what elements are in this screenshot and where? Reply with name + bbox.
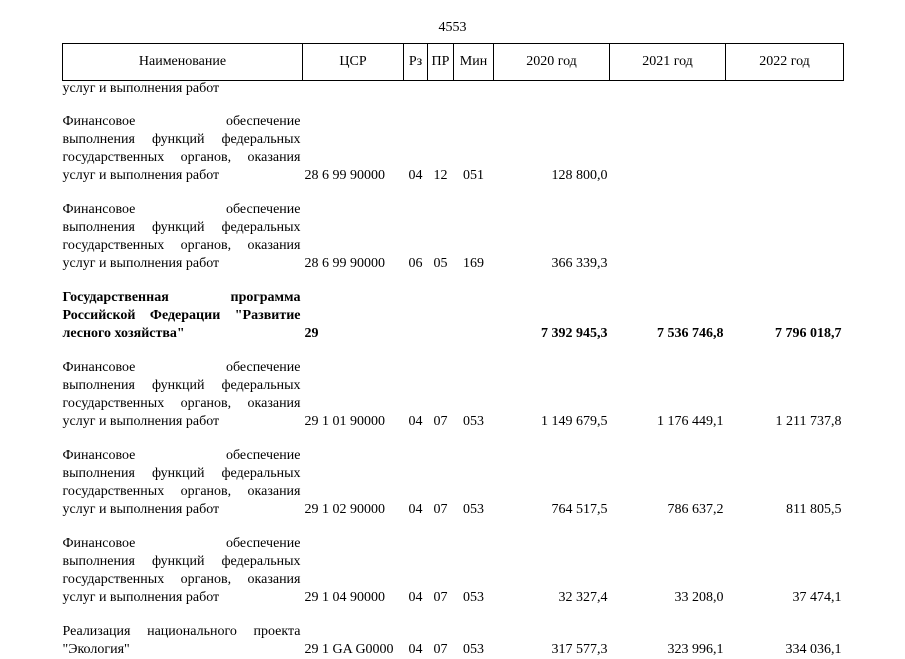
row-min: 053 xyxy=(454,359,494,431)
row-2022: 37 474,1 xyxy=(726,535,844,607)
table-row xyxy=(63,359,844,431)
row-name xyxy=(63,447,303,519)
row-name-line: Финансовое обеспечение xyxy=(63,359,301,377)
header-min: Мин xyxy=(454,44,494,81)
row-name-line: государственных органов, оказания xyxy=(63,571,301,589)
row-name-line: услуг и выполнения работ xyxy=(63,589,301,607)
row-csr: 28 6 99 90000 xyxy=(303,201,404,273)
row-spacer xyxy=(63,607,844,623)
row-name xyxy=(63,623,303,659)
row-2022: 1 211 737,8 xyxy=(726,359,844,431)
row-name-line: Реализация национального проекта xyxy=(63,623,301,641)
row-pr: 05 xyxy=(428,201,454,273)
row-name-line: выполнения функций федеральных xyxy=(63,553,301,571)
row-2022: 811 805,5 xyxy=(726,447,844,519)
row-pr xyxy=(428,289,454,343)
row-2020: 1 149 679,5 xyxy=(494,359,610,431)
row-rz: 04 xyxy=(404,535,428,607)
row-csr: 29 1 04 90000 xyxy=(303,535,404,607)
row-min: 053 xyxy=(454,447,494,519)
row-2021: 33 208,0 xyxy=(610,535,726,607)
table-row xyxy=(63,623,844,659)
row-2021 xyxy=(610,201,726,273)
row-spacer xyxy=(63,431,844,447)
table-row xyxy=(63,535,844,607)
continuation-text: услуг и выполнения работ xyxy=(63,81,303,98)
row-name-line: услуг и выполнения работ xyxy=(63,413,301,431)
continuation-row xyxy=(63,81,844,98)
row-2022 xyxy=(726,201,844,273)
row-name xyxy=(63,201,303,273)
row-2020: 32 327,4 xyxy=(494,535,610,607)
row-2022 xyxy=(726,113,844,185)
page-number: 4553 xyxy=(0,20,905,36)
row-pr: 07 xyxy=(428,623,454,659)
row-csr: 29 1 01 90000 xyxy=(303,359,404,431)
row-2020: 7 392 945,3 xyxy=(494,289,610,343)
row-2021 xyxy=(610,113,726,185)
row-name xyxy=(63,359,303,431)
header-2022: 2022 год xyxy=(726,44,844,81)
row-2020: 317 577,3 xyxy=(494,623,610,659)
row-name xyxy=(63,289,303,343)
row-2020: 366 339,3 xyxy=(494,201,610,273)
header-2021: 2021 год xyxy=(610,44,726,81)
header-rz: Рз xyxy=(404,44,428,81)
row-2020: 764 517,5 xyxy=(494,447,610,519)
row-csr: 29 1 GA G0000 xyxy=(303,623,404,659)
row-2022: 334 036,1 xyxy=(726,623,844,659)
row-spacer xyxy=(63,519,844,535)
header-name: Наименование xyxy=(63,44,303,81)
row-csr: 29 xyxy=(303,289,404,343)
row-spacer xyxy=(63,343,844,359)
row-name-line: Российской Федерации "Развитие xyxy=(63,307,301,325)
header-csr: ЦСР xyxy=(303,44,404,81)
row-name-line: государственных органов, оказания xyxy=(63,483,301,501)
row-name-line: Финансовое обеспечение xyxy=(63,201,301,219)
row-spacer xyxy=(63,97,844,113)
header-pr: ПР xyxy=(428,44,454,81)
row-name-line: государственных органов, оказания xyxy=(63,237,301,255)
row-name-line: "Экология" xyxy=(63,641,301,659)
table-row xyxy=(63,289,844,343)
row-name-line: Государственная программа xyxy=(63,289,301,307)
row-2021: 323 996,1 xyxy=(610,623,726,659)
row-name-line: Финансовое обеспечение xyxy=(63,447,301,465)
row-csr: 29 1 02 90000 xyxy=(303,447,404,519)
row-name xyxy=(63,113,303,185)
row-name-line: Финансовое обеспечение xyxy=(63,535,301,553)
row-name-line: лесного хозяйства" xyxy=(63,325,301,343)
row-name-line: выполнения функций федеральных xyxy=(63,465,301,483)
table-row xyxy=(63,447,844,519)
row-rz: 04 xyxy=(404,359,428,431)
row-rz xyxy=(404,289,428,343)
row-2021: 786 637,2 xyxy=(610,447,726,519)
row-rz: 04 xyxy=(404,113,428,185)
row-name-line: выполнения функций федеральных xyxy=(63,131,301,149)
row-name-line: выполнения функций федеральных xyxy=(63,219,301,237)
row-min: 051 xyxy=(454,113,494,185)
budget-table xyxy=(62,43,844,659)
row-name-line: Финансовое обеспечение xyxy=(63,113,301,131)
row-name-line: услуг и выполнения работ xyxy=(63,255,301,273)
row-pr: 12 xyxy=(428,113,454,185)
row-2020: 128 800,0 xyxy=(494,113,610,185)
row-min: 053 xyxy=(454,623,494,659)
row-rz: 04 xyxy=(404,447,428,519)
row-pr: 07 xyxy=(428,535,454,607)
row-name-line: услуг и выполнения работ xyxy=(63,167,301,185)
row-min: 169 xyxy=(454,201,494,273)
row-name-line: выполнения функций федеральных xyxy=(63,377,301,395)
table-row xyxy=(63,201,844,273)
row-min: 053 xyxy=(454,535,494,607)
row-pr: 07 xyxy=(428,447,454,519)
table-header-row xyxy=(63,44,844,81)
row-2021: 7 536 746,8 xyxy=(610,289,726,343)
row-name-line: государственных органов, оказания xyxy=(63,395,301,413)
row-name-line: услуг и выполнения работ xyxy=(63,501,301,519)
row-spacer xyxy=(63,273,844,289)
row-name-line: государственных органов, оказания xyxy=(63,149,301,167)
row-name xyxy=(63,535,303,607)
row-rz: 04 xyxy=(404,623,428,659)
row-2021: 1 176 449,1 xyxy=(610,359,726,431)
row-min xyxy=(454,289,494,343)
table-body xyxy=(63,81,844,659)
table-row xyxy=(63,113,844,185)
row-pr: 07 xyxy=(428,359,454,431)
header-2020: 2020 год xyxy=(494,44,610,81)
row-2022: 7 796 018,7 xyxy=(726,289,844,343)
row-csr: 28 6 99 90000 xyxy=(303,113,404,185)
row-rz: 06 xyxy=(404,201,428,273)
row-spacer xyxy=(63,185,844,201)
